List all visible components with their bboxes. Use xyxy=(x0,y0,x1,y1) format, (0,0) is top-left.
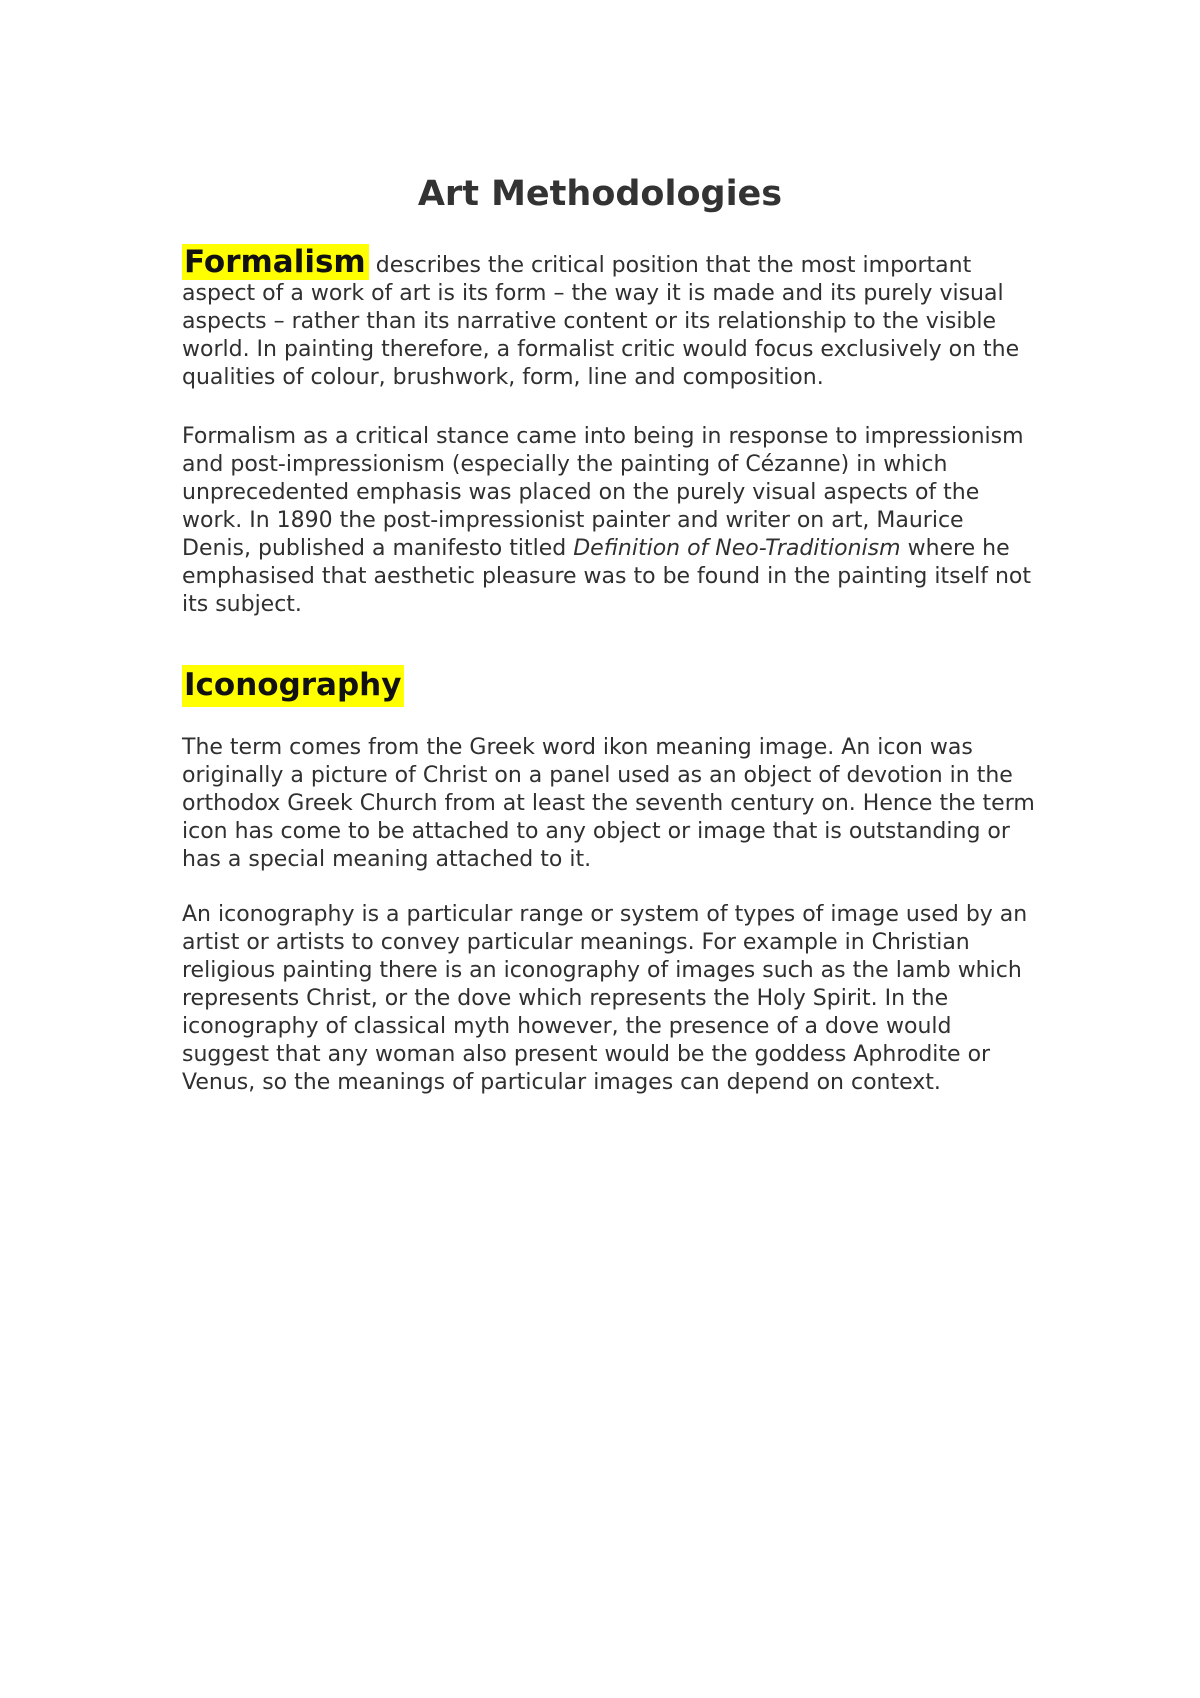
formalism-paragraph xyxy=(182,244,1037,392)
manifesto-title: Definition of Neo-Traditionism xyxy=(573,536,901,561)
iconography-definition-paragraph: The term comes from the Greek word ikon meaning image. An icon was originally a picture of Christ on a panel used as an object of devotion in the orthodox Greek Church from at least the seventh century on. Hence the term icon has come to be attached to any object or image that is outstanding or has a special meaning attached to it. xyxy=(182,735,1035,872)
formalism-term: Formalism xyxy=(182,244,369,280)
iconography-heading xyxy=(182,664,404,706)
formalism-history-text-2: where he emphasised that aesthetic pleasure was to be found in the painting itself not its subject. xyxy=(182,536,1032,617)
formalism-history-text-1: Formalism as a critical stance came into being in response to impressionism and post-impressionism (especially the painting of Cézanne) in which unprecedented emphasis was placed on the purely visual aspects of the work. In 1890 the post-impressionist painter and writer on art, Maurice Denis, published a manifesto titled xyxy=(182,424,1024,561)
document-title: Art Methodologies xyxy=(417,174,783,214)
formalism-lead-text: describes the critical position that the most important aspect of a work of art is its form – the way it is made and its purely visual aspects – rather than its narrative content or its relationship to the visible world. In painting therefore, a formalist critic would focus exclusively on the qualities of colour, brushwork, form, line and composition. xyxy=(182,253,1020,390)
iconography-heading-text: Iconography xyxy=(182,665,404,707)
iconography-example-paragraph: An iconography is a particular range or system of types of image used by an artist or artists to convey particular meanings. For example in Christian religious painting there is an iconography of images such as the lamb which represents Christ, or the dove which represents the Holy Spirit. In the iconography of classical myth however, the presence of a dove would suggest that any woman also present would be the goddess Aphrodite or Venus, so the meanings of particular images can depend on context. xyxy=(182,902,1028,1095)
formalism-history-paragraph xyxy=(182,423,1037,619)
